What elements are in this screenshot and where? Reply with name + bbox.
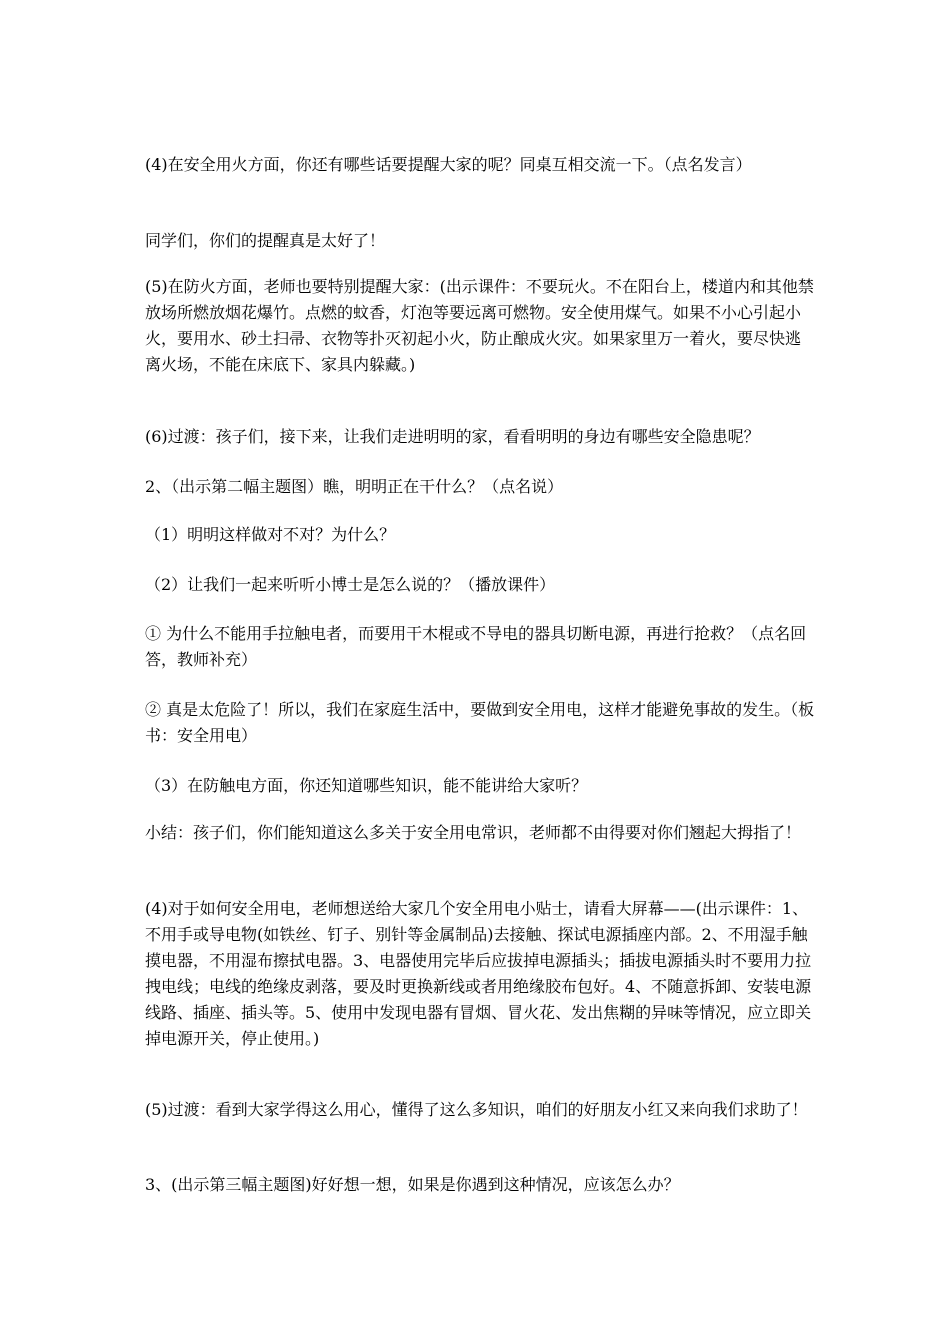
paragraph-third-theme-image: 3、(出示第三幅主题图)好好想一想，如果是你遇到这种情况，应该怎么办？ [145,1175,680,1194]
paragraph-praise: 同学们，你们的提醒真是太好了！ [145,231,386,250]
paragraph-fire-prevention: (5)在防火方面，老师也要特别提醒大家：(出示课件：不要玩火。不在阳台上，楼道内和其他禁放场所燃放烟花爆竹。点燃的蚊香，灯泡等要远离可燃物。安全使用煤气。如果不小心引起小火，要用水、砂土扫帚、衣物等扑灭初起小火，防止酿成火灾。如果家里万一着火，要尽快逃离火场，不能在床底下、家具内躲藏。) [145,277,814,374]
paragraph-electrical-safety-tips: (4)对于如何安全用电，老师想送给大家几个安全用电小贴士，请看大屏幕——(出示课件：1、不用手或导电物(如铁丝、钉子、别针等金属制品)去接触、探试电源插座内部。2、不用湿手触摸电器，不用湿布擦拭电器。3、电器使用完毕后应拔掉电源插头；插拔电源插头时不要用力拉拽电线；电线的绝缘皮剥落，要及时更换新线或者用绝缘胶布包好。4、不随意拆卸、安装电源线路、插座、插头等。5、使用中发现电器有冒烟、冒火花、发出焦糊的异味等情况，应立即关掉电源开关，停止使用。) [145,899,812,1048]
paragraph-fire-safety-reminder: (4)在安全用火方面，你还有哪些话要提醒大家的呢？同桌互相交流一下。（点名发言） [145,155,752,174]
paragraph-circled-2: ② 真是太危险了！所以，我们在家庭生活中，要做到安全用电，这样才能避免事故的发生。（板书：安全用电） [145,700,815,745]
paragraph-summary: 小结：孩子们，你们能知道这么多关于安全用电常识，老师都不由得要对你们翘起大拇指了！ [145,823,802,842]
paragraph-second-theme-image: 2、（出示第二幅主题图）瞧，明明正在干什么？（点名说） [145,477,564,496]
paragraph-circled-1: ① 为什么不能用手拉触电者，而要用干木棍或不导电的器具切断电源，再进行抢救？（点名回答，教师补充） [145,624,807,669]
paragraph-question-1: （1）明明这样做对不对？为什么？ [145,525,396,544]
paragraph-transition-xiaohong: (5)过渡：看到大家学得这么用心，懂得了这么多知识，咱们的好朋友小红又来向我们求助了！ [145,1100,808,1119]
paragraph-question-3: （3）在防触电方面，你还知道哪些知识，能不能讲给大家听？ [145,776,588,795]
paragraph-question-2: （2）让我们一起来听听小博士是怎么说的？（播放课件） [145,575,556,594]
paragraph-transition-mingming: (6)过渡：孩子们，接下来，让我们走进明明的家，看看明明的身边有哪些安全隐患呢？ [145,427,760,446]
